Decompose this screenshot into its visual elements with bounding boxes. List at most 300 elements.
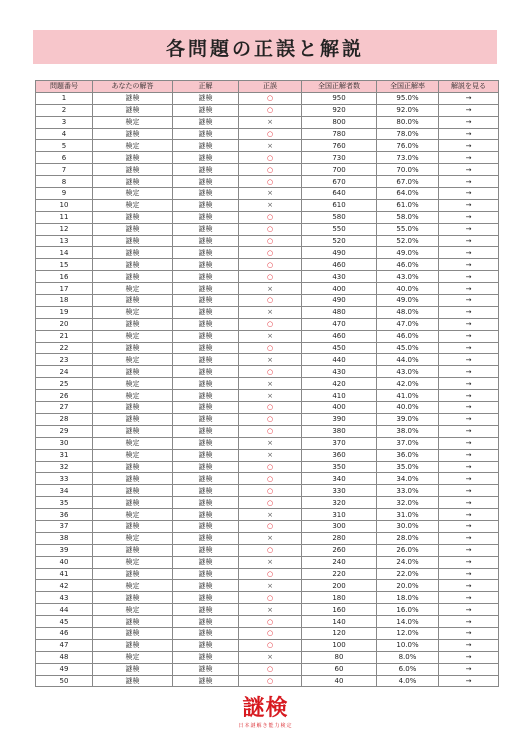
your-answer-cell: 謎検 [93, 104, 173, 116]
view-explanation-link[interactable]: → [439, 437, 499, 449]
page-title: 各問題の正誤と解説 [165, 37, 364, 60]
column-header-correct-answer: 正解 [173, 81, 239, 93]
correct-count-cell: 200 [302, 580, 377, 592]
question-number-cell: 10 [36, 199, 93, 211]
your-answer-cell: 謎検 [93, 92, 173, 104]
table-row [36, 390, 499, 402]
question-number-cell: 26 [36, 390, 93, 402]
your-answer-cell: 検定 [93, 556, 173, 568]
view-explanation-link[interactable]: → [439, 128, 499, 140]
result-mark: × [239, 509, 302, 521]
your-answer-cell: 検定 [93, 116, 173, 128]
logo-mark: 謎検 [242, 696, 289, 721]
table-row [36, 176, 499, 188]
correct-answer-cell: 謎検 [173, 211, 239, 223]
view-explanation-link[interactable]: → [439, 675, 499, 687]
your-answer-cell: 検定 [93, 437, 173, 449]
result-mark: ○ [239, 402, 302, 414]
correct-rate-cell: 55.0% [377, 223, 439, 235]
nazoken-logo [0, 697, 531, 729]
correct-rate-cell: 47.0% [377, 318, 439, 330]
correct-answer-cell: 謎検 [173, 675, 239, 687]
view-explanation-link[interactable]: → [439, 390, 499, 402]
view-explanation-link[interactable]: → [439, 616, 499, 628]
table-row [36, 211, 499, 223]
your-answer-cell: 謎検 [93, 425, 173, 437]
result-mark: ○ [239, 271, 302, 283]
correct-answer-cell: 謎検 [173, 378, 239, 390]
question-number-cell: 7 [36, 164, 93, 176]
correct-count-cell: 920 [302, 104, 377, 116]
view-explanation-link[interactable]: → [439, 473, 499, 485]
view-explanation-link[interactable]: → [439, 92, 499, 104]
result-mark: × [239, 188, 302, 200]
view-explanation-link[interactable]: → [439, 544, 499, 556]
correct-count-cell: 490 [302, 247, 377, 259]
correct-count-cell: 520 [302, 235, 377, 247]
question-number-cell: 21 [36, 330, 93, 342]
your-answer-cell: 検定 [93, 354, 173, 366]
correct-answer-cell: 謎検 [173, 199, 239, 211]
correct-rate-cell: 34.0% [377, 473, 439, 485]
correct-rate-cell: 32.0% [377, 497, 439, 509]
column-header-national-correct-rate: 全国正解率 [377, 81, 439, 93]
correct-answer-cell: 謎検 [173, 259, 239, 271]
table-row [36, 485, 499, 497]
correct-rate-cell: 41.0% [377, 390, 439, 402]
view-explanation-link[interactable]: → [439, 164, 499, 176]
view-explanation-link[interactable]: → [439, 342, 499, 354]
correct-rate-cell: 20.0% [377, 580, 439, 592]
table-row [36, 140, 499, 152]
table-row [36, 639, 499, 651]
result-mark: ○ [239, 342, 302, 354]
your-answer-cell: 謎検 [93, 485, 173, 497]
table-row [36, 651, 499, 663]
correct-rate-cell: 58.0% [377, 211, 439, 223]
view-explanation-link[interactable]: → [439, 413, 499, 425]
view-explanation-link[interactable]: → [439, 580, 499, 592]
correct-count-cell: 330 [302, 485, 377, 497]
correct-answer-cell: 謎検 [173, 556, 239, 568]
view-explanation-link[interactable]: → [439, 425, 499, 437]
view-explanation-link[interactable]: → [439, 104, 499, 116]
table-row [36, 604, 499, 616]
your-answer-cell: 謎検 [93, 176, 173, 188]
view-explanation-link[interactable]: → [439, 366, 499, 378]
correct-count-cell: 140 [302, 616, 377, 628]
correct-count-cell: 400 [302, 402, 377, 414]
result-mark: ○ [239, 235, 302, 247]
table-row [36, 259, 499, 271]
question-number-cell: 45 [36, 616, 93, 628]
correct-answer-cell: 謎検 [173, 592, 239, 604]
result-mark: ○ [239, 104, 302, 116]
table-row [36, 283, 499, 295]
correct-rate-cell: 16.0% [377, 604, 439, 616]
result-mark: ○ [239, 485, 302, 497]
result-mark: ○ [239, 211, 302, 223]
correct-count-cell: 470 [302, 318, 377, 330]
correct-answer-cell: 謎検 [173, 318, 239, 330]
table-row [36, 663, 499, 675]
correct-rate-cell: 8.0% [377, 651, 439, 663]
view-explanation-link[interactable]: → [439, 402, 499, 414]
correct-rate-cell: 6.0% [377, 663, 439, 675]
correct-count-cell: 380 [302, 425, 377, 437]
result-mark: ○ [239, 568, 302, 580]
correct-count-cell: 80 [302, 651, 377, 663]
result-mark: ○ [239, 164, 302, 176]
result-mark: ○ [239, 544, 302, 556]
correct-rate-cell: 49.0% [377, 295, 439, 307]
your-answer-cell: 謎検 [93, 568, 173, 580]
correct-answer-cell: 謎検 [173, 604, 239, 616]
correct-count-cell: 350 [302, 461, 377, 473]
correct-count-cell: 480 [302, 306, 377, 318]
correct-count-cell: 260 [302, 544, 377, 556]
correct-rate-cell: 92.0% [377, 104, 439, 116]
correct-answer-cell: 謎検 [173, 461, 239, 473]
correct-answer-cell: 謎検 [173, 128, 239, 140]
correct-rate-cell: 80.0% [377, 116, 439, 128]
correct-answer-cell: 謎検 [173, 390, 239, 402]
result-mark: ○ [239, 663, 302, 675]
result-mark: ○ [239, 592, 302, 604]
question-number-cell: 8 [36, 176, 93, 188]
question-number-cell: 1 [36, 92, 93, 104]
correct-count-cell: 370 [302, 437, 377, 449]
table-row [36, 568, 499, 580]
question-number-cell: 36 [36, 509, 93, 521]
correct-count-cell: 120 [302, 627, 377, 639]
result-mark: × [239, 437, 302, 449]
your-answer-cell: 謎検 [93, 592, 173, 604]
your-answer-cell: 検定 [93, 449, 173, 461]
correct-count-cell: 400 [302, 283, 377, 295]
table-row [36, 116, 499, 128]
table-row [36, 616, 499, 628]
view-explanation-link[interactable]: → [439, 449, 499, 461]
your-answer-cell: 謎検 [93, 152, 173, 164]
view-explanation-link[interactable]: → [439, 152, 499, 164]
question-number-cell: 31 [36, 449, 93, 461]
your-answer-cell: 検定 [93, 509, 173, 521]
view-explanation-link[interactable]: → [439, 188, 499, 200]
table-row [36, 164, 499, 176]
table-row [36, 247, 499, 259]
correct-count-cell: 670 [302, 176, 377, 188]
question-number-cell: 27 [36, 402, 93, 414]
table-row [36, 532, 499, 544]
result-mark: ○ [239, 675, 302, 687]
view-explanation-link[interactable]: → [439, 568, 499, 580]
view-explanation-link[interactable]: → [439, 259, 499, 271]
question-number-cell: 19 [36, 306, 93, 318]
result-mark: ○ [239, 616, 302, 628]
correct-count-cell: 390 [302, 413, 377, 425]
correct-answer-cell: 謎検 [173, 342, 239, 354]
correct-count-cell: 410 [302, 390, 377, 402]
table-row [36, 425, 499, 437]
view-explanation-link[interactable]: → [439, 556, 499, 568]
view-explanation-link[interactable]: → [439, 485, 499, 497]
table-row [36, 592, 499, 604]
correct-answer-cell: 謎検 [173, 413, 239, 425]
correct-answer-cell: 謎検 [173, 473, 239, 485]
question-number-cell: 32 [36, 461, 93, 473]
result-mark: × [239, 449, 302, 461]
table-row [36, 342, 499, 354]
question-number-cell: 17 [36, 283, 93, 295]
your-answer-cell: 検定 [93, 390, 173, 402]
view-explanation-link[interactable]: → [439, 461, 499, 473]
your-answer-cell: 検定 [93, 283, 173, 295]
correct-answer-cell: 謎検 [173, 104, 239, 116]
table-row [36, 104, 499, 116]
correct-count-cell: 360 [302, 449, 377, 461]
question-number-cell: 5 [36, 140, 93, 152]
correct-rate-cell: 43.0% [377, 366, 439, 378]
result-mark: ○ [239, 366, 302, 378]
view-explanation-link[interactable]: → [439, 330, 499, 342]
correct-rate-cell: 64.0% [377, 188, 439, 200]
result-mark: ○ [239, 318, 302, 330]
correct-count-cell: 280 [302, 532, 377, 544]
correct-answer-cell: 謎検 [173, 366, 239, 378]
view-explanation-link[interactable]: → [439, 532, 499, 544]
result-mark: ○ [239, 461, 302, 473]
correct-count-cell: 700 [302, 164, 377, 176]
correct-answer-cell: 謎検 [173, 639, 239, 651]
correct-count-cell: 730 [302, 152, 377, 164]
your-answer-cell: 謎検 [93, 164, 173, 176]
question-number-cell: 38 [36, 532, 93, 544]
your-answer-cell: 謎検 [93, 211, 173, 223]
your-answer-cell: 謎検 [93, 663, 173, 675]
your-answer-cell: 謎検 [93, 259, 173, 271]
your-answer-cell: 検定 [93, 604, 173, 616]
correct-answer-cell: 謎検 [173, 520, 239, 532]
view-explanation-link[interactable]: → [439, 639, 499, 651]
view-explanation-link[interactable]: → [439, 663, 499, 675]
correct-rate-cell: 39.0% [377, 413, 439, 425]
view-explanation-link[interactable]: → [439, 354, 499, 366]
table-row [36, 627, 499, 639]
view-explanation-link[interactable]: → [439, 651, 499, 663]
correct-answer-cell: 謎検 [173, 663, 239, 675]
view-explanation-link[interactable]: → [439, 283, 499, 295]
table-row [36, 354, 499, 366]
result-mark: × [239, 140, 302, 152]
correct-rate-cell: 24.0% [377, 556, 439, 568]
view-explanation-link[interactable]: → [439, 271, 499, 283]
result-mark: ○ [239, 627, 302, 639]
table-row [36, 544, 499, 556]
correct-rate-cell: 45.0% [377, 342, 439, 354]
question-number-cell: 9 [36, 188, 93, 200]
correct-answer-cell: 謎検 [173, 616, 239, 628]
your-answer-cell: 検定 [93, 330, 173, 342]
correct-count-cell: 780 [302, 128, 377, 140]
your-answer-cell: 謎検 [93, 639, 173, 651]
view-explanation-link[interactable]: → [439, 520, 499, 532]
result-mark: ○ [239, 497, 302, 509]
question-number-cell: 23 [36, 354, 93, 366]
result-mark: ○ [239, 247, 302, 259]
view-explanation-link[interactable]: → [439, 295, 499, 307]
result-mark: ○ [239, 223, 302, 235]
result-mark: ○ [239, 295, 302, 307]
question-number-cell: 46 [36, 627, 93, 639]
view-explanation-link[interactable]: → [439, 378, 499, 390]
view-explanation-link[interactable]: → [439, 509, 499, 521]
table-row [36, 556, 499, 568]
view-explanation-link[interactable]: → [439, 306, 499, 318]
result-mark: ○ [239, 259, 302, 271]
question-number-cell: 6 [36, 152, 93, 164]
result-mark: ○ [239, 473, 302, 485]
your-answer-cell: 謎検 [93, 616, 173, 628]
table-row [36, 437, 499, 449]
view-explanation-link[interactable]: → [439, 116, 499, 128]
correct-count-cell: 760 [302, 140, 377, 152]
result-mark: × [239, 354, 302, 366]
correct-count-cell: 610 [302, 199, 377, 211]
table-row [36, 271, 499, 283]
your-answer-cell: 検定 [93, 140, 173, 152]
table-row [36, 152, 499, 164]
question-number-cell: 28 [36, 413, 93, 425]
correct-rate-cell: 46.0% [377, 259, 439, 271]
question-number-cell: 15 [36, 259, 93, 271]
correct-rate-cell: 61.0% [377, 199, 439, 211]
logo-subtitle: 日本謎解き能力検定 [238, 723, 293, 729]
correct-count-cell: 430 [302, 366, 377, 378]
column-header-your-answer: あなたの解答 [93, 81, 173, 93]
question-number-cell: 29 [36, 425, 93, 437]
question-number-cell: 30 [36, 437, 93, 449]
correct-answer-cell: 謎検 [173, 509, 239, 521]
correct-count-cell: 240 [302, 556, 377, 568]
view-explanation-link[interactable]: → [439, 235, 499, 247]
correct-count-cell: 40 [302, 675, 377, 687]
question-number-cell: 34 [36, 485, 93, 497]
results-table [35, 80, 499, 687]
your-answer-cell: 謎検 [93, 627, 173, 639]
view-explanation-link[interactable]: → [439, 247, 499, 259]
result-mark: × [239, 330, 302, 342]
your-answer-cell: 謎検 [93, 247, 173, 259]
correct-count-cell: 180 [302, 592, 377, 604]
correct-count-cell: 310 [302, 509, 377, 521]
result-mark: × [239, 390, 302, 402]
question-number-cell: 24 [36, 366, 93, 378]
table-row [36, 402, 499, 414]
result-mark: × [239, 116, 302, 128]
title-bar [33, 30, 497, 64]
result-mark: × [239, 604, 302, 616]
correct-answer-cell: 謎検 [173, 330, 239, 342]
table-row [36, 580, 499, 592]
correct-rate-cell: 70.0% [377, 164, 439, 176]
correct-rate-cell: 46.0% [377, 330, 439, 342]
correct-rate-cell: 35.0% [377, 461, 439, 473]
correct-rate-cell: 42.0% [377, 378, 439, 390]
correct-answer-cell: 謎検 [173, 152, 239, 164]
question-number-cell: 12 [36, 223, 93, 235]
correct-answer-cell: 謎検 [173, 247, 239, 259]
correct-count-cell: 640 [302, 188, 377, 200]
view-explanation-link[interactable]: → [439, 199, 499, 211]
view-explanation-link[interactable]: → [439, 176, 499, 188]
question-number-cell: 35 [36, 497, 93, 509]
correct-answer-cell: 謎検 [173, 449, 239, 461]
result-mark: × [239, 306, 302, 318]
table-header-row [36, 81, 499, 93]
question-number-cell: 49 [36, 663, 93, 675]
result-mark: × [239, 532, 302, 544]
correct-rate-cell: 67.0% [377, 176, 439, 188]
correct-count-cell: 60 [302, 663, 377, 675]
view-explanation-link[interactable]: → [439, 592, 499, 604]
question-number-cell: 2 [36, 104, 93, 116]
correct-count-cell: 160 [302, 604, 377, 616]
result-mark: × [239, 283, 302, 295]
correct-answer-cell: 謎検 [173, 532, 239, 544]
correct-answer-cell: 謎検 [173, 116, 239, 128]
correct-rate-cell: 76.0% [377, 140, 439, 152]
your-answer-cell: 謎検 [93, 318, 173, 330]
correct-answer-cell: 謎検 [173, 295, 239, 307]
your-answer-cell: 検定 [93, 199, 173, 211]
view-explanation-link[interactable]: → [439, 140, 499, 152]
correct-answer-cell: 謎検 [173, 235, 239, 247]
your-answer-cell: 謎検 [93, 461, 173, 473]
table-row [36, 223, 499, 235]
view-explanation-link[interactable]: → [439, 497, 499, 509]
correct-answer-cell: 謎検 [173, 164, 239, 176]
view-explanation-link[interactable]: → [439, 627, 499, 639]
view-explanation-link[interactable]: → [439, 318, 499, 330]
view-explanation-link[interactable]: → [439, 604, 499, 616]
question-number-cell: 37 [36, 520, 93, 532]
correct-answer-cell: 謎検 [173, 354, 239, 366]
correct-answer-cell: 謎検 [173, 437, 239, 449]
result-mark: ○ [239, 92, 302, 104]
your-answer-cell: 謎検 [93, 544, 173, 556]
view-explanation-link[interactable]: → [439, 211, 499, 223]
correct-answer-cell: 謎検 [173, 283, 239, 295]
table-row [36, 318, 499, 330]
question-number-cell: 20 [36, 318, 93, 330]
your-answer-cell: 謎検 [93, 497, 173, 509]
table-row [36, 199, 499, 211]
table-row [36, 413, 499, 425]
correct-count-cell: 220 [302, 568, 377, 580]
view-explanation-link[interactable]: → [439, 223, 499, 235]
question-number-cell: 22 [36, 342, 93, 354]
correct-answer-cell: 謎検 [173, 176, 239, 188]
your-answer-cell: 謎検 [93, 295, 173, 307]
correct-count-cell: 450 [302, 342, 377, 354]
result-mark: ○ [239, 520, 302, 532]
table-body [36, 92, 499, 687]
correct-count-cell: 490 [302, 295, 377, 307]
your-answer-cell: 検定 [93, 580, 173, 592]
question-number-cell: 42 [36, 580, 93, 592]
correct-answer-cell: 謎検 [173, 568, 239, 580]
